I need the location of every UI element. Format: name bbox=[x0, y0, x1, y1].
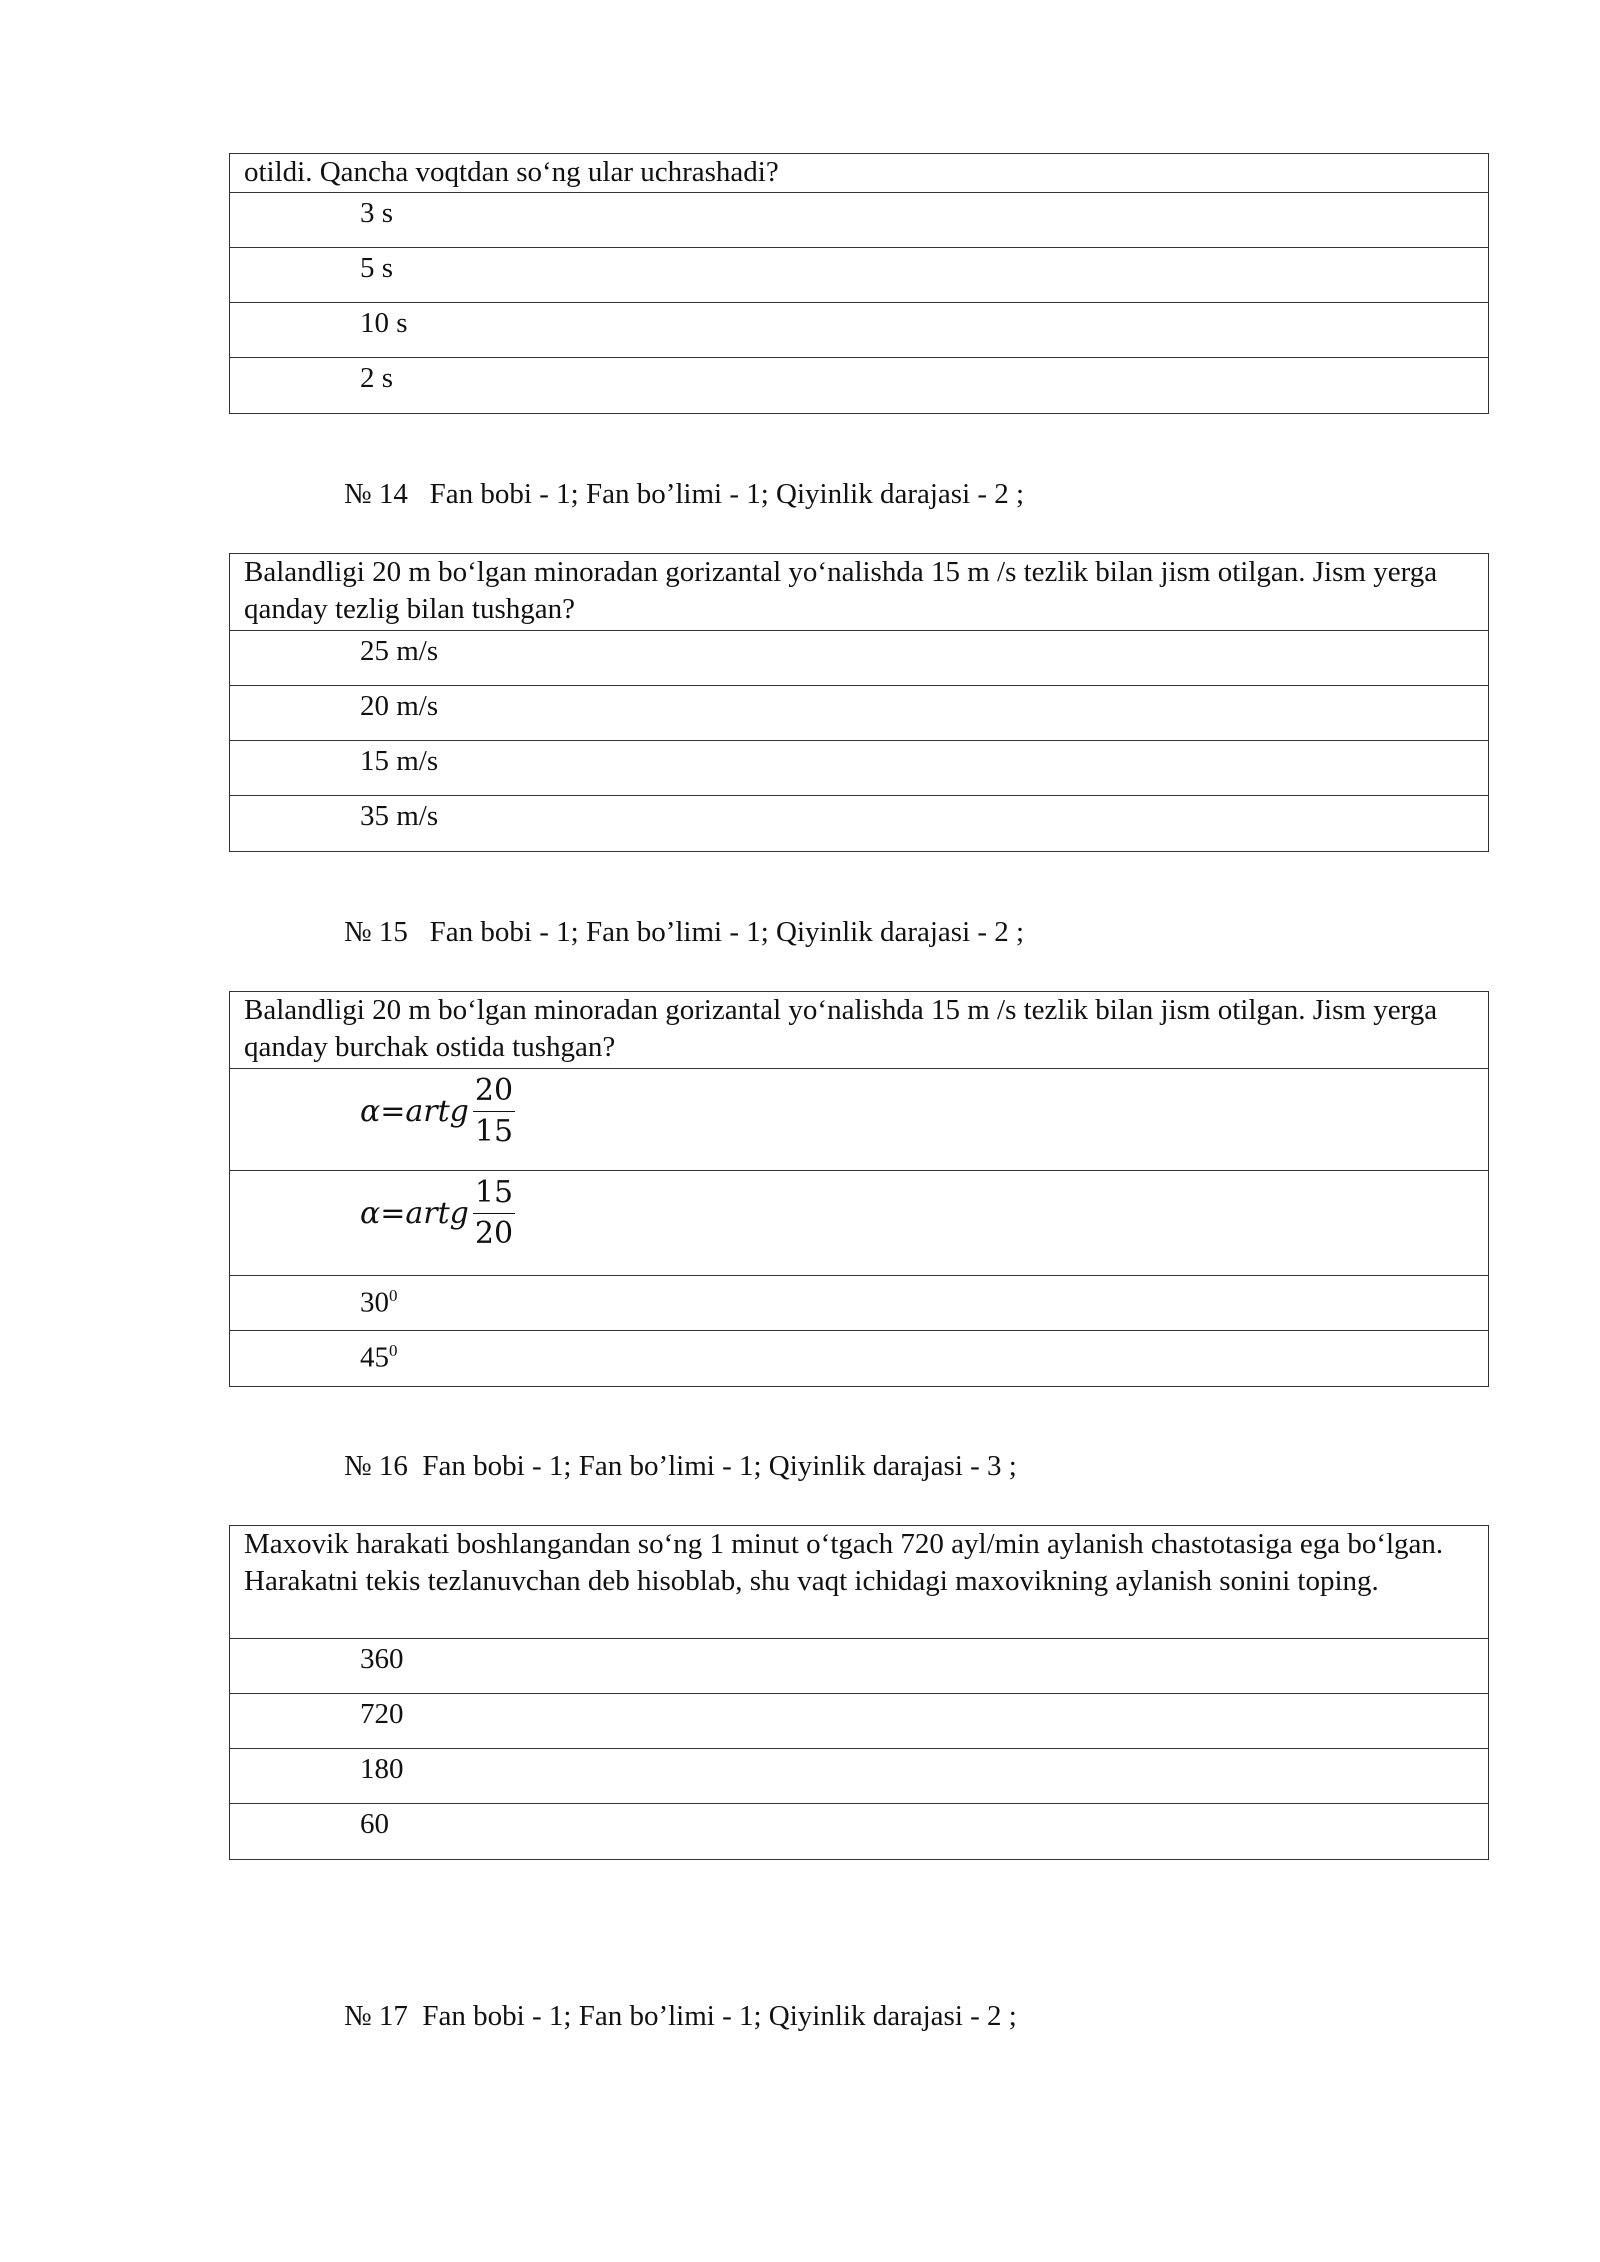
answer-option-text: 20 m/s bbox=[360, 690, 439, 722]
answer-option bbox=[230, 358, 1488, 413]
question-14-heading: № 14 Fan bobi - 1; Fan bo’limi - 1; Qiyinlik darajasi - 2 ; bbox=[344, 478, 1025, 510]
answer-option bbox=[230, 631, 1488, 686]
answer-option-text: 720 bbox=[360, 1698, 404, 1730]
answer-option bbox=[230, 686, 1488, 741]
answer-option-text: 35 m/s bbox=[360, 800, 439, 832]
fraction-denominator: 15 bbox=[474, 1114, 514, 1149]
answer-option bbox=[230, 1804, 1488, 1859]
answer-option-text: 5 s bbox=[360, 252, 394, 284]
question-15-text: Balandligi 20 m bo‘lgan minoradan gorizantal yo‘nalishda 15 m /s tezlik bilan jism otilgan. Jism yerga qanday burchak ostida tushgan? bbox=[230, 992, 1488, 1069]
formula-prefix: α=artg bbox=[360, 1195, 469, 1231]
answer-option bbox=[230, 1694, 1488, 1749]
question-13-text: otildi. Qancha voqtdan so‘ng ular uchrashadi? bbox=[230, 154, 1488, 193]
question-17-heading: № 17 Fan bobi - 1; Fan bo’limi - 1; Qiyinlik darajasi - 2 ; bbox=[344, 2000, 1017, 2032]
answer-option-text: 15 m/s bbox=[360, 745, 439, 777]
answer-option bbox=[230, 796, 1488, 851]
formula-option-2 bbox=[360, 1173, 515, 1254]
fraction-numerator: 15 bbox=[473, 1173, 515, 1214]
question-14-table bbox=[229, 553, 1489, 852]
answer-option-text: 10 s bbox=[360, 307, 408, 339]
answer-option-text: 3 s bbox=[360, 197, 394, 229]
degree-exponent: 0 bbox=[389, 1286, 398, 1305]
answer-option-text: 360 bbox=[360, 1643, 404, 1675]
answer-option bbox=[230, 1171, 1488, 1276]
degree-value: 30 bbox=[360, 1286, 389, 1319]
question-13-table bbox=[229, 153, 1489, 414]
answer-option bbox=[230, 1331, 1488, 1386]
question-15-heading: № 15 Fan bobi - 1; Fan bo’limi - 1; Qiyinlik darajasi - 2 ; bbox=[344, 916, 1025, 948]
answer-option bbox=[230, 1069, 1488, 1171]
formula-prefix: α=artg bbox=[360, 1093, 469, 1129]
question-14-text: Balandligi 20 m bo‘lgan minoradan gorizantal yo‘nalishda 15 m /s tezlik bilan jism otilgan. Jism yerga qanday tezlig bilan tushgan? bbox=[230, 554, 1488, 631]
answer-option bbox=[230, 193, 1488, 248]
answer-option bbox=[230, 1749, 1488, 1804]
answer-option-text: 180 bbox=[360, 1753, 404, 1785]
question-16-text: Maxovik harakati boshlangandan so‘ng 1 minut o‘tgach 720 ayl/min aylanish chastotasiga ega bo‘lgan. Harakatni tekis tezlanuvchan deb hisoblab, shu vaqt ichidagi maxovikning aylanish sonini toping. bbox=[230, 1526, 1488, 1639]
answer-option bbox=[230, 303, 1488, 358]
answer-option-text bbox=[360, 1276, 398, 1323]
degree-value: 45 bbox=[360, 1341, 389, 1374]
answer-option-text bbox=[360, 1331, 398, 1378]
answer-option bbox=[230, 1639, 1488, 1694]
degree-exponent: 0 bbox=[389, 1341, 398, 1360]
formula-option-1 bbox=[360, 1071, 515, 1152]
answer-option bbox=[230, 248, 1488, 303]
fraction-numerator: 20 bbox=[473, 1071, 515, 1112]
fraction-denominator: 20 bbox=[474, 1216, 514, 1251]
question-16-table bbox=[229, 1525, 1489, 1860]
answer-option-text: 60 bbox=[360, 1808, 389, 1840]
question-16-heading: № 16 Fan bobi - 1; Fan bo’limi - 1; Qiyinlik darajasi - 3 ; bbox=[344, 1450, 1017, 1482]
answer-option bbox=[230, 1276, 1488, 1331]
answer-option bbox=[230, 741, 1488, 796]
answer-option-text: 2 s bbox=[360, 362, 394, 394]
question-15-table bbox=[229, 991, 1489, 1387]
answer-option-text: 25 m/s bbox=[360, 635, 439, 667]
